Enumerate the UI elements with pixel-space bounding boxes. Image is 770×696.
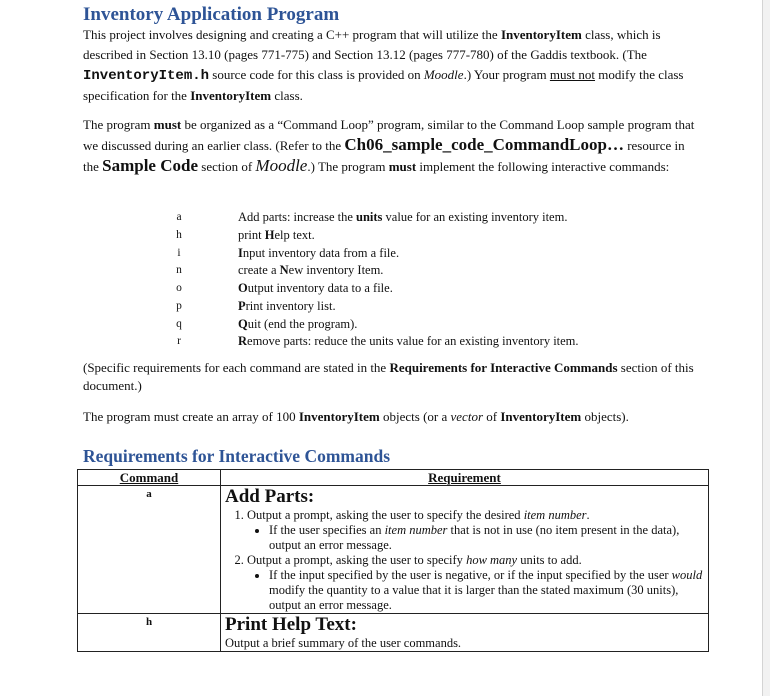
text: class, which is described in Section 13.10 (pages 771-775) and Section 13.12 (pages 777-780) of the Gaddis textbook. (The	[83, 27, 661, 62]
table-row	[78, 486, 709, 614]
underlined-text: must not	[549, 67, 596, 82]
command-description	[238, 298, 336, 316]
command-key: h	[176, 228, 182, 241]
command-description	[238, 227, 315, 245]
text: class.	[271, 88, 303, 103]
text: modify the quantity to a value that it is larger than the stated maximum (30 units), output an error message.	[269, 583, 679, 612]
code-filename: InventoryItem.h	[83, 68, 210, 84]
italic-text: vector	[450, 409, 483, 424]
bold-text: Requirements for Interactive Commands	[389, 360, 618, 375]
text: uit (end the program).	[247, 316, 358, 331]
text: resource in the	[83, 138, 685, 174]
column-header-requirement: Requirement	[221, 470, 709, 486]
large-bold-text: Ch06_sample_code_CommandLoop…	[344, 135, 624, 154]
text: This project involves designing and creating a C++ program that will utilize the	[83, 27, 501, 42]
command-cell: a	[78, 486, 221, 614]
text: Output a prompt, asking the user to specify the desired	[247, 508, 524, 522]
large-bold-text: Sample Code	[102, 156, 199, 175]
large-italic-text: Moodle	[255, 156, 308, 175]
text: .) Your program	[463, 67, 550, 82]
requirements-table	[77, 469, 709, 652]
command-description	[238, 316, 357, 334]
command-description	[238, 280, 393, 298]
text: implement the following interactive commands:	[416, 159, 670, 174]
requirement-cell	[221, 486, 709, 614]
command-loop-paragraph	[83, 115, 703, 177]
text: source code for this class is provided on	[209, 67, 424, 82]
text: objects (or a	[379, 409, 451, 424]
command-key: r	[177, 335, 181, 348]
sub-item	[269, 523, 704, 553]
text: objects).	[581, 409, 629, 424]
text: ew inventory Item.	[288, 263, 384, 278]
text: create a	[238, 263, 280, 278]
bold-text: InventoryItem	[500, 27, 582, 42]
text: The program	[83, 117, 154, 132]
text: (Specific requirements for each command are stated in the	[83, 360, 390, 375]
command-description	[238, 333, 579, 351]
specific-requirements-note	[83, 359, 703, 395]
bold-text: must	[153, 117, 182, 132]
text: section of this document.)	[83, 360, 694, 393]
bold-text: R	[238, 334, 248, 349]
bold-text: N	[279, 263, 289, 278]
sub-list	[247, 568, 704, 613]
text: rint inventory list.	[245, 298, 336, 313]
bold-text: InventoryItem	[190, 88, 272, 103]
command-description	[238, 262, 383, 280]
italic-text: item number	[384, 523, 448, 537]
command-row	[160, 333, 700, 351]
text: Add parts: increase the	[238, 210, 357, 224]
command-key: n	[176, 264, 182, 277]
command-row	[160, 245, 700, 263]
command-row	[160, 262, 700, 280]
command-key: i	[177, 246, 181, 259]
text: nput inventory data from a file.	[242, 245, 400, 260]
step-list	[225, 508, 704, 613]
text: that is not in use (no item present in the data), output an error message.	[269, 523, 680, 552]
text: section of	[198, 159, 256, 174]
column-header-command: Command	[78, 470, 221, 486]
command-row	[160, 280, 700, 298]
table-row	[78, 614, 709, 652]
bold-text: O	[238, 281, 248, 295]
text: elp text.	[274, 227, 315, 242]
text: units to add.	[517, 553, 582, 567]
command-key: q	[176, 317, 182, 330]
text: print	[238, 227, 265, 242]
command-description	[238, 245, 399, 263]
command-description	[238, 209, 567, 227]
text: .	[586, 508, 590, 522]
text: modify the class specification for the	[83, 67, 684, 103]
italic-text: Moodle	[423, 67, 464, 82]
command-row	[160, 298, 700, 316]
text: If the input specified by the user is negative, or if the input specified by the user	[269, 568, 672, 582]
bold-text: Q	[238, 316, 248, 331]
command-list	[160, 209, 700, 351]
command-key: o	[176, 282, 182, 294]
command-row	[160, 209, 700, 227]
text: of	[483, 409, 501, 424]
bold-text: InventoryItem	[500, 409, 582, 424]
intro-paragraph	[83, 25, 703, 106]
bold-text: units	[356, 210, 383, 224]
command-row	[160, 227, 700, 245]
text: If the user specifies an	[269, 523, 385, 537]
page-title: Inventory Application Program	[83, 4, 340, 25]
table-header-row	[78, 470, 709, 486]
command-key: a	[176, 211, 182, 223]
text: .) The program	[307, 159, 389, 174]
text: Output a prompt, asking the user to specify	[247, 553, 467, 567]
text: The program must create an array of 100	[83, 409, 299, 424]
step-item	[247, 553, 704, 613]
bold-text: must	[388, 159, 417, 174]
bold-text: I	[238, 245, 243, 260]
bold-text: H	[264, 227, 275, 242]
sub-list	[247, 523, 704, 553]
italic-text: item number	[523, 508, 587, 522]
requirement-description: Output a brief summary of the user commands.	[225, 636, 462, 650]
text: emove parts: reduce the units value for an existing inventory item.	[247, 334, 579, 349]
requirement-title: Print Help Text:	[225, 614, 357, 635]
command-row	[160, 316, 700, 334]
requirement-cell	[221, 614, 709, 652]
bold-text: InventoryItem	[298, 409, 380, 424]
step-item	[247, 508, 704, 553]
text: be organized as a “Command Loop” program, similar to the Command Loop sample program that we discussed during an earlier class. (Refer to the	[83, 117, 695, 153]
requirement-title: Add Parts:	[225, 486, 315, 507]
bold-text: P	[238, 298, 246, 313]
section-heading: Requirements for Interactive Commands	[83, 446, 391, 466]
italic-text: how many	[466, 553, 518, 567]
italic-text: would	[671, 568, 703, 582]
array-requirement-paragraph	[83, 407, 703, 427]
text: utput inventory data to a file.	[247, 281, 393, 295]
command-cell: h	[78, 614, 221, 652]
text: value for an existing inventory item.	[382, 210, 568, 224]
sub-item	[269, 568, 704, 613]
command-key: p	[176, 299, 182, 312]
